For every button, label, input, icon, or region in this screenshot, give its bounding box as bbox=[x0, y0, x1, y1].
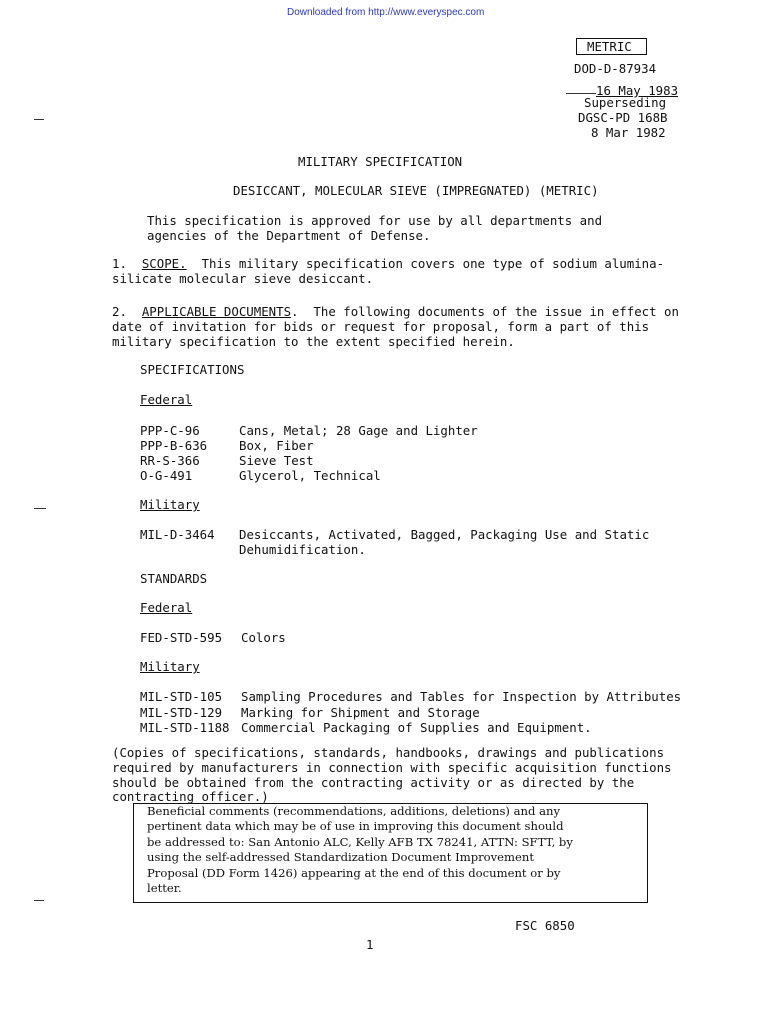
scope-paragraph-line-2: silicate molecular sieve desiccant. bbox=[112, 271, 374, 286]
spec-id: MIL-D-3464 bbox=[140, 527, 215, 542]
copies-note-line-1: (Copies of specifications, standards, handbooks, drawings and publications bbox=[112, 745, 665, 760]
federal-heading: Federal bbox=[140, 392, 193, 407]
scope-text: This military specification covers one type of sodium alumina- bbox=[186, 256, 665, 271]
section-number: 1. bbox=[112, 256, 127, 271]
std-id: MIL-STD-129 bbox=[140, 705, 223, 720]
metric-badge: METRIC bbox=[576, 38, 647, 55]
spec-title: Glycerol, Technical bbox=[239, 468, 381, 483]
spec-title: Desiccants, Activated, Bagged, Packaging Use and Static bbox=[239, 527, 650, 542]
section-number: 2. bbox=[112, 304, 127, 319]
std-id: MIL-STD-105 bbox=[140, 689, 223, 704]
std-title: Colors bbox=[241, 630, 286, 645]
document-date: 16 May 1983 bbox=[596, 83, 679, 98]
spec-id: PPP-B-636 bbox=[140, 438, 208, 453]
std-title: Sampling Procedures and Tables for Inspection by Attributes bbox=[241, 689, 682, 704]
applicable-paragraph-line-1 bbox=[112, 304, 679, 319]
applicable-text: . The following documents of the issue in effect on bbox=[291, 304, 679, 319]
spec-title: Cans, Metal; 28 Gage and Lighter bbox=[239, 423, 478, 438]
comments-line: Beneficial comments (recommendations, additions, deletions) and any bbox=[147, 804, 561, 818]
comments-line: Proposal (DD Form 1426) appearing at the end of this document or by bbox=[147, 865, 561, 880]
fsc-code: FSC 6850 bbox=[515, 918, 575, 933]
comments-line: pertinent data which may be of use in improving this document should bbox=[147, 819, 564, 834]
date-rule bbox=[566, 93, 596, 94]
download-link[interactable]: Downloaded from http://www.everyspec.com bbox=[287, 7, 485, 18]
std-title: Marking for Shipment and Storage bbox=[241, 705, 480, 720]
comments-line: letter. bbox=[147, 881, 182, 896]
spec-id: O-G-491 bbox=[140, 468, 193, 483]
spec-title: Box, Fiber bbox=[239, 438, 314, 453]
military-heading-2: Military bbox=[140, 659, 200, 674]
std-id: MIL-STD-1188 bbox=[140, 720, 230, 735]
copies-note-line-2: required by manufacturers in connection with specific acquisition functions bbox=[112, 760, 672, 775]
margin-mark bbox=[34, 119, 44, 120]
page-number: 1 bbox=[366, 937, 374, 952]
spec-title: Sieve Test bbox=[239, 453, 314, 468]
scope-heading: SCOPE. bbox=[141, 256, 187, 271]
margin-mark bbox=[34, 508, 46, 509]
comments-line: using the self-addressed Standardization Document Improvement bbox=[147, 850, 535, 865]
superseded-id: DGSC-PD 168B bbox=[578, 110, 668, 125]
specifications-heading: SPECIFICATIONS bbox=[140, 362, 245, 377]
page-subtitle: DESICCANT, MOLECULAR SIEVE (IMPREGNATED) (METRIC) bbox=[233, 183, 599, 198]
superseded-date: 8 Mar 1982 bbox=[591, 125, 666, 140]
copies-note-line-3: should be obtained from the contracting activity or as directed by the bbox=[112, 775, 635, 790]
comments-line: be addressed to: San Antonio ALC, Kelly AFB TX 78241, ATTN: SFTT, by bbox=[147, 834, 573, 849]
page-title: MILITARY SPECIFICATION bbox=[298, 154, 463, 169]
applicable-paragraph-line-2: date of invitation for bids or request for proposal, form a part of this bbox=[112, 319, 650, 334]
federal-heading-2: Federal bbox=[140, 600, 193, 615]
comments-text bbox=[147, 804, 573, 896]
spec-title-continued: Dehumidification. bbox=[239, 542, 366, 557]
applicable-paragraph-line-3: military specification to the extent specified herein. bbox=[112, 334, 515, 349]
standards-heading: STANDARDS bbox=[140, 571, 208, 586]
applicable-heading: APPLICABLE DOCUMENTS bbox=[141, 304, 292, 319]
std-id: FED-STD-595 bbox=[140, 630, 223, 645]
scope-paragraph-line-1 bbox=[112, 256, 664, 271]
margin-mark bbox=[34, 900, 44, 901]
spec-id: RR-S-366 bbox=[140, 453, 200, 468]
approval-line-1: This specification is approved for use by all departments and bbox=[147, 213, 603, 228]
copies-note-line-4: contracting officer.) bbox=[112, 789, 269, 804]
spec-id: PPP-C-96 bbox=[140, 423, 200, 438]
std-title: Commercial Packaging of Supplies and Equipment. bbox=[241, 720, 592, 735]
military-heading: Military bbox=[140, 497, 200, 512]
approval-line-2: agencies of the Department of Defense. bbox=[147, 228, 431, 243]
superseding-label: Superseding bbox=[584, 95, 667, 110]
document-id: DOD-D-87934 bbox=[574, 61, 657, 76]
